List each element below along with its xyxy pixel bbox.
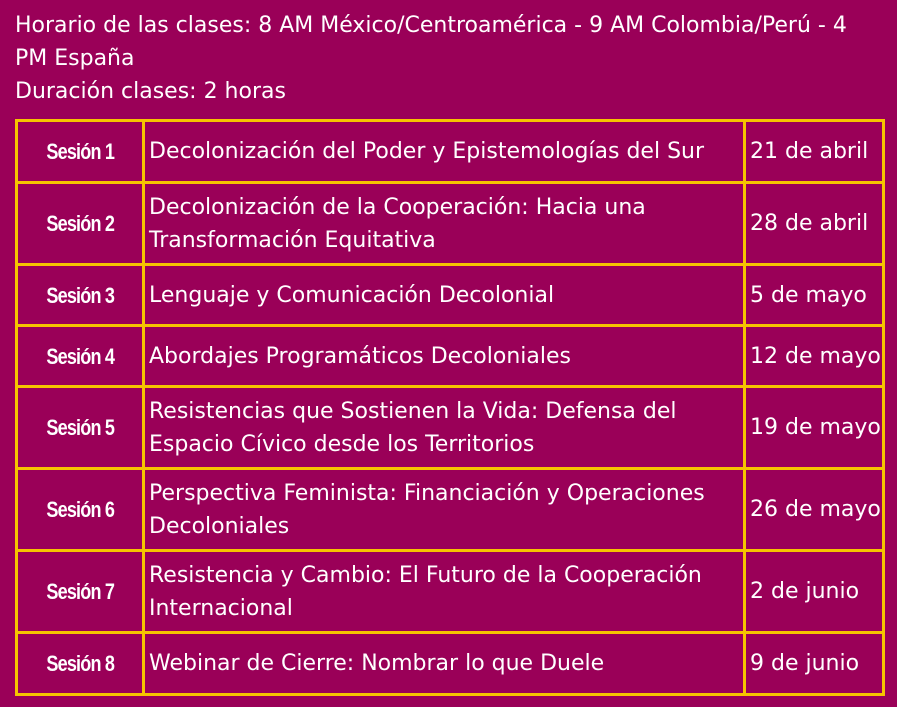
session-date: 2 de junio (745, 551, 884, 633)
session-label: Sesión 7 (17, 551, 144, 633)
session-title: Perspectiva Feminista: Financiación y Operaciones Decoloniales (144, 469, 745, 551)
session-title: Webinar de Cierre: Nombrar lo que Duele (144, 633, 745, 695)
session-date: 28 de abril (745, 183, 884, 265)
session-title: Decolonización de la Cooperación: Hacia una Transformación Equitativa (144, 183, 745, 265)
sessions-table (15, 119, 885, 696)
session-title: Abordajes Programáticos Decoloniales (144, 326, 745, 387)
session-date: 26 de mayo (745, 469, 884, 551)
session-label: Sesión 1 (17, 121, 144, 183)
session-label: Sesión 6 (17, 469, 144, 551)
session-label: Sesión 3 (17, 265, 144, 326)
session-row-7 (17, 551, 884, 633)
session-title: Resistencias que Sostienen la Vida: Defensa del Espacio Cívico desde los Territorios (144, 387, 745, 469)
session-title: Decolonización del Poder y Epistemologías del Sur (144, 121, 745, 183)
session-label: Sesión 4 (17, 326, 144, 387)
session-date: 5 de mayo (745, 265, 884, 326)
session-label: Sesión 8 (17, 633, 144, 695)
session-row-8 (17, 633, 884, 695)
session-label: Sesión 5 (17, 387, 144, 469)
session-date: 9 de junio (745, 633, 884, 695)
session-row-1 (17, 121, 884, 183)
session-row-6 (17, 469, 884, 551)
session-date: 12 de mayo (745, 326, 884, 387)
schedule-header (15, 9, 885, 108)
session-label: Sesión 2 (17, 183, 144, 265)
schedule-time-text: Horario de las clases: 8 AM México/Centroamérica - 9 AM Colombia/Perú - 4 PM España (15, 13, 847, 71)
session-date: 21 de abril (745, 121, 884, 183)
session-row-4 (17, 326, 884, 387)
session-date: 19 de mayo (745, 387, 884, 469)
session-row-5 (17, 387, 884, 469)
session-title: Lenguaje y Comunicación Decolonial (144, 265, 745, 326)
session-title: Resistencia y Cambio: El Futuro de la Cooperación Internacional (144, 551, 745, 633)
session-row-3 (17, 265, 884, 326)
duration-text: Duración clases: 2 horas (15, 79, 286, 104)
session-row-2 (17, 183, 884, 265)
